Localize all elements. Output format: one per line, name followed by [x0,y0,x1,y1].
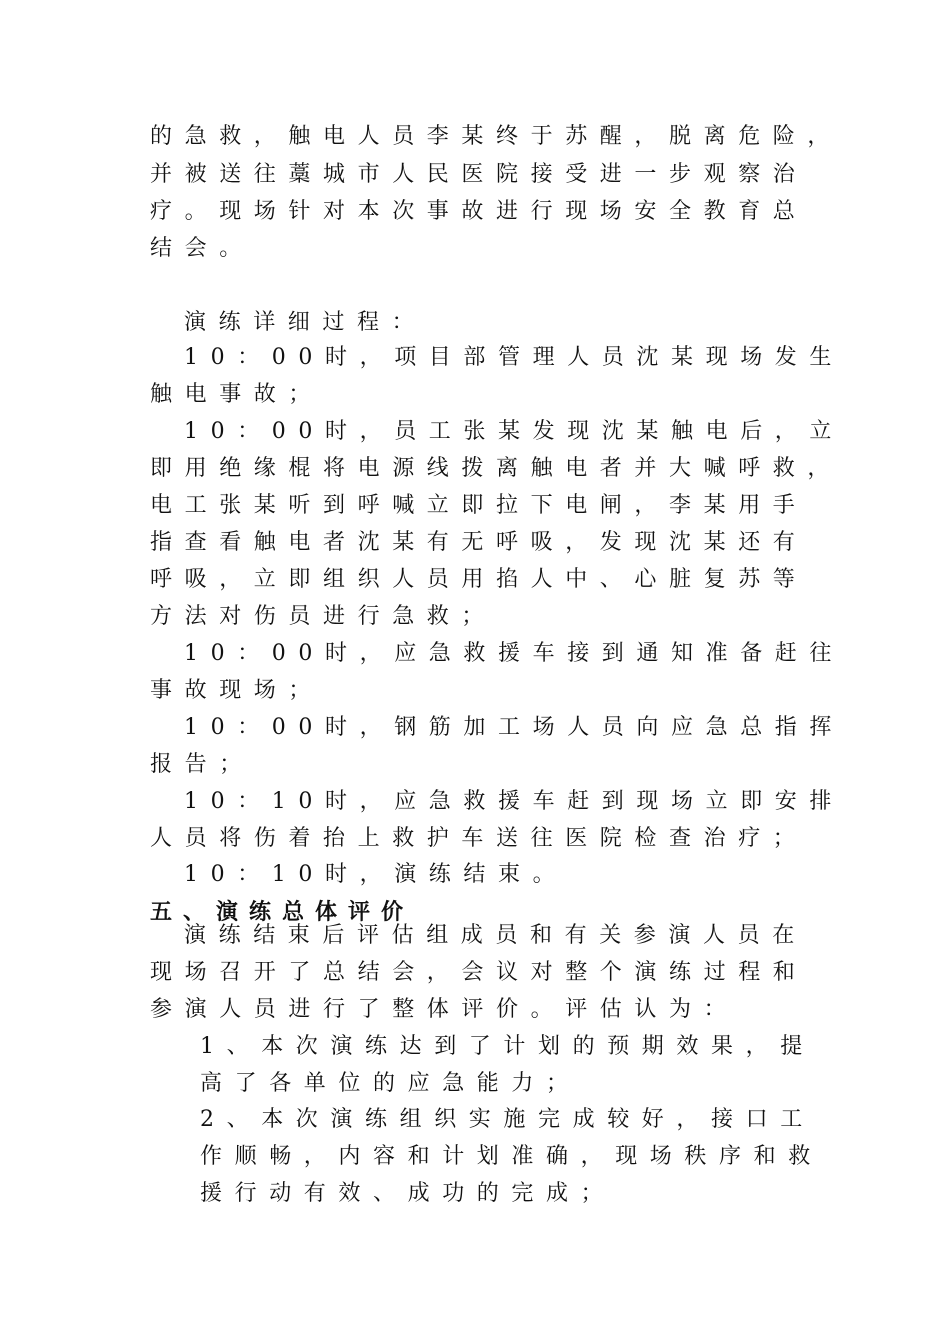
drill-step-line: 10：00时，项目部管理人员沈某现场发生 [184,345,844,370]
drill-step-line: 人员将伤着抬上救护车送往医院检查治疗； [150,826,808,851]
drill-step-line: 触电事故； [150,382,324,407]
drill-step-line: 指查看触电者沈某有无呼吸，发现沈某还有 [150,530,808,555]
paragraph-line: 疗。现场针对本次事故进行现场安全教育总 [150,199,808,224]
evaluation-item-line: 2、本次演练组织实施完成较好，接口工 [200,1107,815,1132]
drill-step-line: 10：00时，钢筋加工场人员向应急总指挥 [184,715,844,740]
evaluation-item-line: 援行动有效、成功的完成； [200,1181,616,1206]
drill-step-line: 即用绝缘棍将电源线拨离触电者并大喊呼救， [150,456,843,481]
drill-step-line: 呼吸，立即组织人员用掐人中、心脏复苏等 [150,567,808,592]
drill-step-line: 报告； [150,752,254,777]
drill-step-line: 10：10时，应急救援车赶到现场立即安排 [184,789,844,814]
drill-step-line: 方法对伤员进行急救； [150,604,497,629]
section-paragraph-line: 演练结束后评估组成员和有关参演人员在 [184,923,807,948]
drill-step-line: 10：00时，应急救援车接到通知准备赶往 [184,641,844,666]
paragraph-line: 并被送往藁城市人民医院接受进一步观察治 [150,162,808,187]
evaluation-item-line: 作顺畅，内容和计划准确，现场秩序和救 [200,1144,823,1169]
evaluation-item-line: 高了各单位的应急能力； [200,1071,581,1096]
paragraph-line: 结会。 [150,236,254,261]
section-paragraph-line: 参演人员进行了整体评价。评估认为： [150,997,739,1022]
drill-step-line: 事故现场； [150,678,324,703]
evaluation-item-line: 1、本次演练达到了计划的预期效果，提 [200,1034,815,1059]
paragraph-line: 的急救，触电人员李某终于苏醒，脱离危险， [150,124,843,149]
drill-step-line: 10：10时，演练结束。 [184,862,568,887]
drill-step-line: 电工张某听到呼喊立即拉下电闸，李某用手 [150,493,808,518]
drill-step-line: 10：00时，员工张某发现沈某触电后，立 [184,419,844,444]
drill-heading: 演练详细过程： [184,310,427,335]
section-heading: 五、演练总体评价 [150,899,415,925]
section-paragraph-line: 现场召开了总结会，会议对整个演练过程和 [150,960,808,985]
